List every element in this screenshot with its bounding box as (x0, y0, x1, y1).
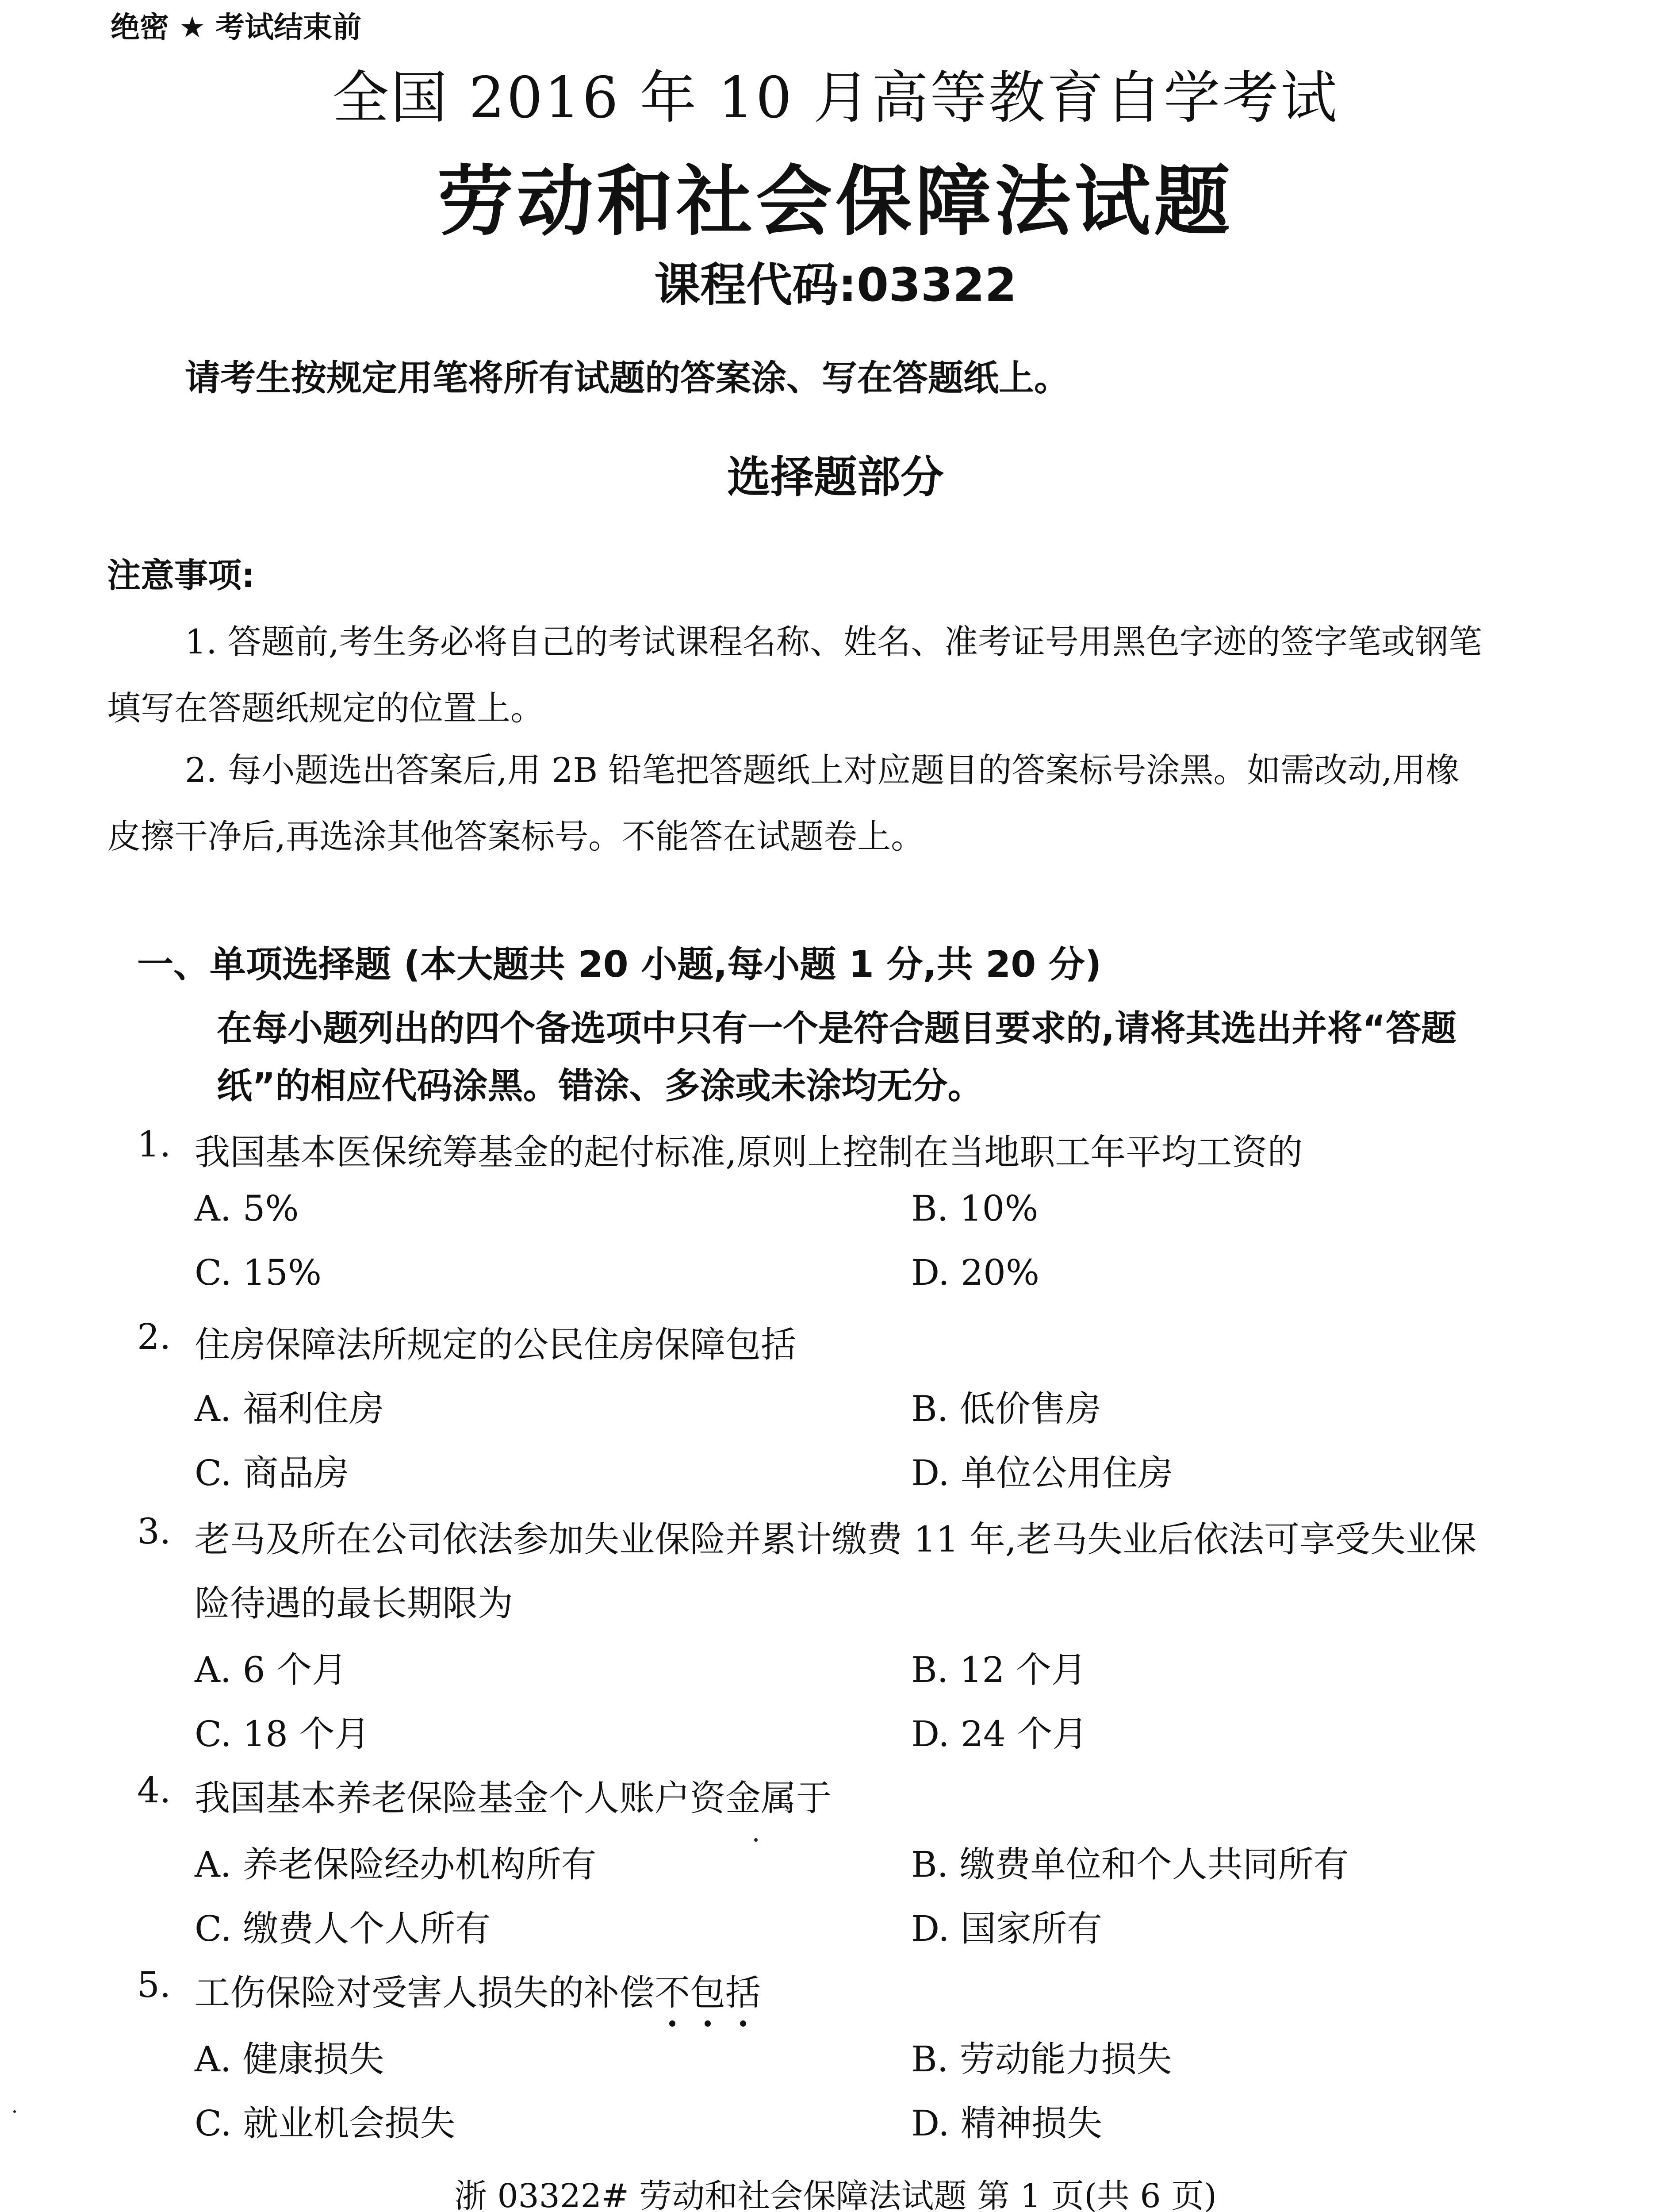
option-a: A. 养老保险经办机构所有 (195, 1844, 597, 1885)
paper-title: 劳动和社会保障法试题 (437, 157, 1234, 246)
notice-item-1: 1. 答题前,考生务必将自己的考试课程名称、姓名、准考证号用黑色字迹的签字笔或钢笔 (185, 622, 1482, 661)
option-c: C. 就业机会损失 (195, 2103, 456, 2144)
option-a: A. 5% (195, 1188, 299, 1229)
option-d: D. 单位公用住房 (911, 1452, 1173, 1494)
option-d: D. 24 个月 (911, 1713, 1088, 1755)
emphasis-char: 括 (725, 1972, 761, 2013)
notice-item-1-cont: 填写在答题纸规定的位置上。 (107, 688, 544, 728)
question-number: 2. (137, 1316, 171, 1357)
option-c: C. 15% (195, 1252, 322, 1293)
notice-item-2-cont: 皮擦干净后,再选涂其他答案标号。不能答在试题卷上。 (107, 817, 925, 856)
emphasis-char: 包 (690, 1972, 725, 2013)
option-b: B. 12 个月 (911, 1649, 1087, 1690)
part-one-desc-line1: 在每小题列出的四个备选项中只有一个是符合题目要求的,请将其选出并将“答题 (217, 1008, 1456, 1049)
scan-speck (13, 2110, 16, 2113)
option-a: A. 福利住房 (195, 1388, 384, 1429)
question-text-main: 工伤保险对受害人损失的补偿 (195, 1972, 655, 2013)
option-a: A. 6 个月 (195, 1649, 347, 1690)
question-number: 3. (137, 1511, 171, 1552)
notice-heading: 注意事项: (107, 556, 255, 595)
question-text (195, 1964, 761, 2015)
question-text-cont: 险待遇的最长期限为 (195, 1583, 513, 1624)
option-b: B. 劳动能力损失 (911, 2039, 1172, 2080)
option-b: B. 低价售房 (911, 1388, 1101, 1429)
exam-title: 全国 2016 年 10 月高等教育自学考试 (332, 65, 1339, 131)
option-d: D. 精神损失 (911, 2103, 1103, 2144)
option-b: B. 10% (911, 1188, 1039, 1229)
option-a: A. 健康损失 (195, 2039, 384, 2080)
option-c: C. 18 个月 (195, 1713, 370, 1755)
option-c: C. 商品房 (195, 1452, 349, 1494)
question-text: 我国基本养老保险基金个人账户资金属于 (195, 1778, 832, 1819)
question-number: 4. (137, 1770, 171, 1811)
instruction-text: 请考生按规定用笔将所有试题的答案涂、写在答题纸上。 (185, 357, 1069, 399)
question-text: 老马及所在公司依法参加失业保险并累计缴费 11 年,老马失业后依法可享受失业保 (195, 1519, 1477, 1560)
scan-speck (754, 1838, 758, 1842)
emphasis-char: 不 (655, 1972, 690, 2013)
option-c: C. 缴费人个人所有 (195, 1908, 491, 1949)
notice-item-2: 2. 每小题选出答案后,用 2B 铅笔把答题纸上对应题目的答案标号涂黑。如需改动,用橡 (185, 750, 1460, 790)
question-number: 1. (137, 1124, 171, 1165)
option-d: D. 20% (911, 1252, 1039, 1293)
course-code: 课程代码:03322 (654, 258, 1017, 312)
page-footer: 浙 03322# 劳动和社会保障法试题 第 1 页(共 6 页) (454, 2177, 1217, 2212)
option-d: D. 国家所有 (911, 1908, 1103, 1949)
part-one-desc-line2: 纸”的相应代码涂黑。错涂、多涂或未涂均无分。 (217, 1065, 983, 1106)
section-heading: 选择题部分 (727, 452, 944, 503)
question-text: 住房保障法所规定的公民住房保障包括 (195, 1324, 796, 1365)
question-number: 5. (137, 1964, 171, 2005)
question-text: 我国基本医保统筹基金的起付标准,原则上控制在当地职工年平均工资的 (195, 1132, 1303, 1173)
confidential-mark: 绝密 ★ 考试结束前 (111, 10, 362, 44)
option-b: B. 缴费单位和个人共同所有 (911, 1844, 1349, 1885)
part-one-heading: 一、单项选择题 (本大题共 20 小题,每小题 1 分,共 20 分) (137, 944, 1102, 986)
